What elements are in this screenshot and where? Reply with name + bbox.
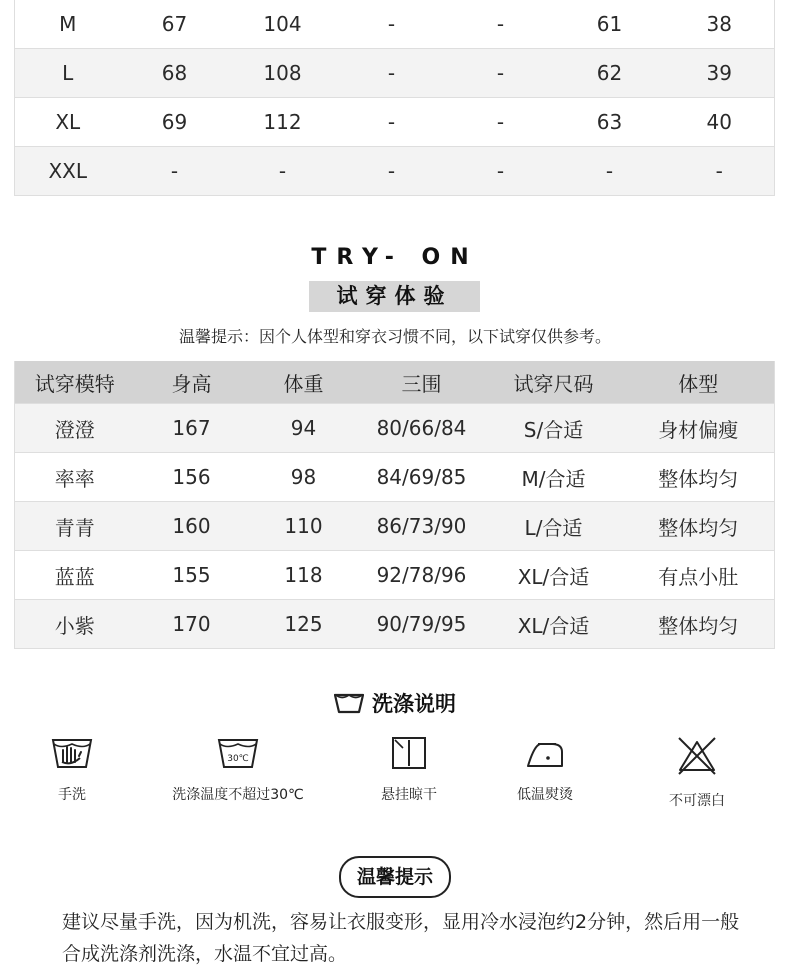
size-row [15, 147, 775, 196]
size-cell: 108 [229, 49, 337, 98]
care-label: 低温熨烫 [517, 787, 573, 803]
size-cell: 104 [263, 12, 302, 36]
size-chart-table [14, 0, 775, 196]
size-cell: - [337, 98, 447, 147]
tryon-cell: 有点小肚 [623, 551, 775, 600]
size-cell: 63 [555, 98, 665, 147]
tryon-cell: 86/73/90 [359, 502, 485, 551]
tryon-cell: 整体均匀 [623, 453, 775, 502]
size-row [15, 49, 775, 98]
tryon-header-row [15, 361, 775, 404]
care-item-wash-30c [158, 736, 318, 804]
tryon-cell: 94 [249, 404, 359, 453]
size-cell: 39 [665, 49, 775, 98]
no-bleach-icon [617, 736, 777, 776]
size-cell: - [555, 147, 665, 196]
tryon-cell: 156 [135, 453, 249, 502]
tryon-row [15, 551, 775, 600]
size-cell: - [337, 49, 447, 98]
size-cell: M [59, 12, 77, 36]
wash-basin-icon [334, 692, 364, 719]
care-label: 悬挂晾干 [381, 787, 437, 803]
size-row [15, 98, 775, 147]
tryon-row [15, 453, 775, 502]
tryon-cell: 170 [135, 600, 249, 649]
size-cell: XL [15, 98, 121, 147]
tryon-cell: 青青 [15, 502, 135, 551]
hand-wash-icon [0, 736, 152, 770]
size-cell: - [121, 147, 229, 196]
care-label: 不可漂白 [669, 793, 725, 809]
tryon-cell: 90/79/95 [359, 600, 485, 649]
tryon-cell: 80/66/84 [359, 404, 485, 453]
size-cell: 68 [121, 49, 229, 98]
tryon-cell: L/合适 [485, 502, 623, 551]
size-cell: - [447, 147, 555, 196]
tryon-cell: S/合适 [485, 404, 623, 453]
size-cell: 69 [121, 98, 229, 147]
size-cell: - [229, 147, 337, 196]
tryon-row [15, 600, 775, 649]
tryon-cell: M/合适 [485, 453, 623, 502]
tryon-cell: XL/合适 [485, 600, 623, 649]
size-cell: L [15, 49, 121, 98]
tryon-cell: 118 [249, 551, 359, 600]
tryon-cell: 蓝蓝 [15, 551, 135, 600]
size-cell: - [447, 98, 555, 147]
tryon-cell: 整体均匀 [623, 600, 775, 649]
tryon-table [14, 361, 775, 649]
tryon-header-cell: 试穿尺码 [485, 361, 623, 404]
tryon-cell: 167 [135, 404, 249, 453]
tryon-note: 温馨提示：因个人体型和穿衣习惯不同，以下试穿仅供参考。 [178, 327, 611, 346]
tryon-cell: 110 [249, 502, 359, 551]
tryon-cell: 84/69/85 [359, 453, 485, 502]
tryon-header-cell: 试穿模特 [15, 361, 135, 404]
size-cell: - [496, 12, 505, 36]
care-label: 手洗 [58, 787, 86, 803]
tryon-header-cell: 体型 [623, 361, 775, 404]
care-label: 洗涤温度不超过30℃ [172, 787, 304, 803]
tryon-cell: 92/78/96 [359, 551, 485, 600]
size-cell: 40 [665, 98, 775, 147]
care-item-hand-wash [0, 736, 152, 804]
low-iron-icon [465, 736, 625, 770]
size-cell: 61 [596, 12, 623, 36]
care-item-no-bleach [617, 736, 777, 810]
tryon-row [15, 404, 775, 453]
size-cell: 112 [229, 98, 337, 147]
size-cell: - [665, 147, 775, 196]
washing-heading [0, 688, 790, 719]
size-cell: - [387, 12, 396, 36]
wash-temp-label: 30℃ [227, 754, 249, 764]
tips-title: 温馨提示 [339, 856, 451, 898]
size-cell: - [337, 147, 447, 196]
size-cell: 62 [555, 49, 665, 98]
tryon-title: TRY- ON [311, 245, 479, 270]
tryon-cell: XL/合适 [485, 551, 623, 600]
size-cell: 38 [706, 12, 732, 36]
tryon-subtitle: 试穿体验 [309, 281, 480, 312]
size-cell: 67 [161, 12, 188, 36]
tips-text: 建议尽量手洗，因为机洗，容易让衣服变形，显用冷水浸泡约2分钟，然后用一般合成洗涤剂洗涤，水温不宜过高。 [62, 911, 740, 965]
tryon-cell: 125 [249, 600, 359, 649]
size-cell: XXL [15, 147, 121, 196]
care-item-low-iron [465, 736, 625, 804]
tryon-row [15, 502, 775, 551]
washing-heading-label: 洗涤说明 [372, 692, 456, 716]
tryon-cell: 160 [135, 502, 249, 551]
tryon-cell: 155 [135, 551, 249, 600]
tryon-header-cell: 身高 [135, 361, 249, 404]
tryon-cell: 身材偏瘦 [623, 404, 775, 453]
size-row [15, 0, 775, 49]
tryon-header-cell: 体重 [249, 361, 359, 404]
tryon-cell: 整体均匀 [623, 502, 775, 551]
size-cell: - [447, 49, 555, 98]
tryon-cell: 98 [249, 453, 359, 502]
wash-30c-icon [158, 736, 318, 770]
tryon-cell: 率率 [15, 453, 135, 502]
tryon-header-cell: 三围 [359, 361, 485, 404]
tryon-cell: 澄澄 [15, 404, 135, 453]
tryon-cell: 小紫 [15, 600, 135, 649]
